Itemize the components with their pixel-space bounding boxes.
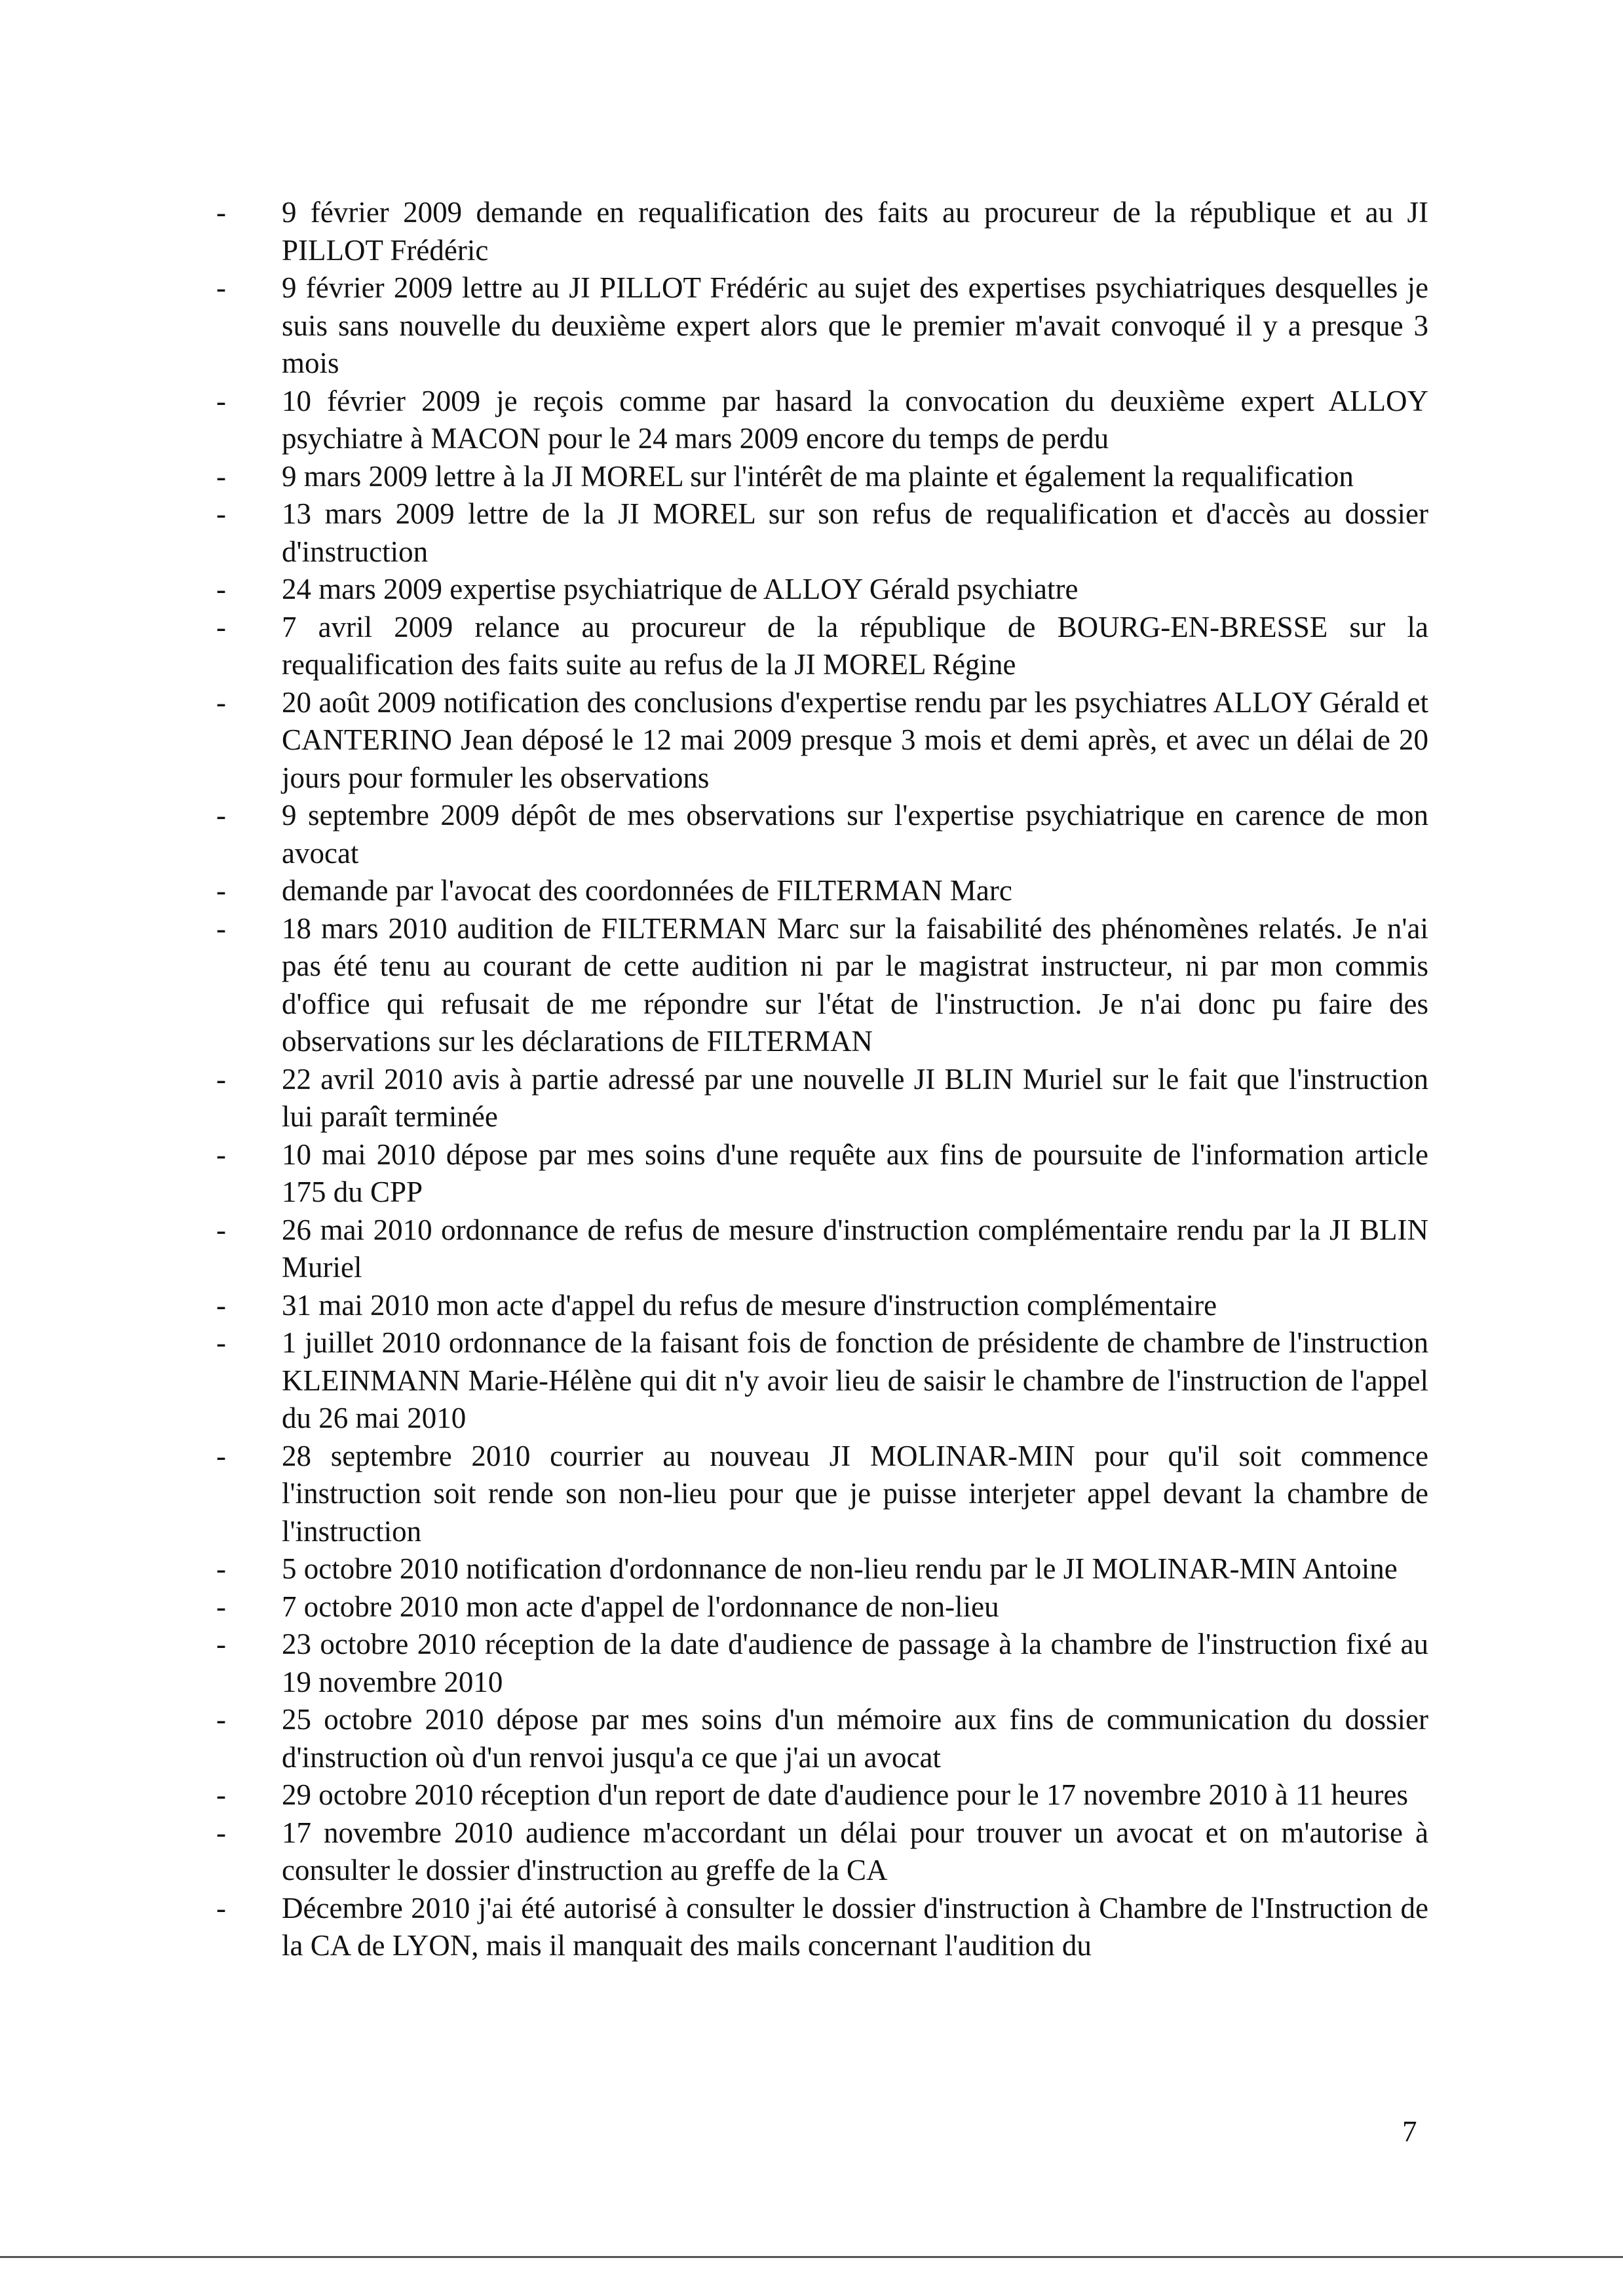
list-item: [216, 383, 1428, 458]
entry-text: 28 septembre 2010 courrier au nouveau JI MOLINAR-MIN pour qu'il soit commence l'instruction soit rende son non-lieu pour que je puisse interjeter appel devant la chambre de l'instruction: [282, 1439, 1428, 1548]
list-item: [216, 495, 1428, 571]
bullet-dash: -: [216, 1326, 226, 1359]
entry-text: 18 mars 2010 audition de FILTERMAN Marc sur la faisabilité des phénomènes relatés. Je n'ai pas été tenu au courant de cette audition ni par le magistrat instructeur, ni par mon commis d'office qui refusait de me répondre sur l'état de l'instruction. Je n'ai donc pu faire des observations sur les déclarations de FILTERMAN: [282, 911, 1428, 1058]
list-item: [216, 269, 1428, 383]
bullet-dash: -: [216, 1628, 226, 1660]
list-item: [216, 609, 1428, 684]
bullet-dash: -: [216, 1590, 226, 1623]
list-item: [216, 1776, 1428, 1814]
entry-text: 10 mai 2010 dépose par mes soins d'une requête aux fins de poursuite de l'information article 175 du CPP: [282, 1138, 1428, 1208]
entry-text: 17 novembre 2010 audience m'accordant un délai pour trouver un avocat et on m'autorise à consulter le dossier d'instruction au greffe de la CA: [282, 1816, 1428, 1886]
entry-text: 9 septembre 2009 dépôt de mes observations sur l'expertise psychiatrique en carence de mon avocat: [282, 799, 1428, 870]
bullet-dash: -: [216, 1891, 226, 1924]
list-item: [216, 684, 1428, 797]
bullet-dash: -: [216, 1778, 226, 1811]
entry-text: 7 avril 2009 relance au procureur de la république de BOURG-EN-BRESSE sur la requalification des faits suite au refus de la JI MOREL Régine: [282, 610, 1428, 681]
list-item: [216, 458, 1428, 496]
entry-text: 13 mars 2009 lettre de la JI MOREL sur son refus de requalification et d'accès au dossier d'instruction: [282, 497, 1428, 568]
bullet-dash: -: [216, 799, 226, 832]
list-item: [216, 1626, 1428, 1701]
entry-text: 25 octobre 2010 dépose par mes soins d'un mémoire aux fins de communication du dossier d'instruction où d'un renvoi jusqu'a ce que j'ai un avocat: [282, 1703, 1428, 1774]
entry-text: 29 octobre 2010 réception d'un report de date d'audience pour le 17 novembre 2010 à 11 heures: [282, 1778, 1408, 1811]
list-item: [216, 1136, 1428, 1212]
list-item: [216, 1287, 1428, 1325]
bullet-dash: -: [216, 1703, 226, 1736]
bullet-dash: -: [216, 610, 226, 643]
bullet-dash: -: [216, 911, 226, 945]
bullet-dash: -: [216, 1816, 226, 1849]
entry-text: 24 mars 2009 expertise psychiatrique de ALLOY Gérald psychiatre: [282, 573, 1079, 605]
list-item: [216, 1550, 1428, 1588]
list-item: [216, 1814, 1428, 1890]
bullet-dash: -: [216, 497, 226, 530]
bullet-dash: -: [216, 1138, 226, 1171]
entry-text: 9 mars 2009 lettre à la JI MOREL sur l'intérêt de ma plainte et également la requalification: [282, 459, 1354, 493]
entry-text: 26 mai 2010 ordonnance de refus de mesure d'instruction complémentaire rendu par la JI BLIN Muriel: [282, 1213, 1428, 1284]
entry-text: demande par l'avocat des coordonnées de FILTERMAN Marc: [282, 874, 1012, 907]
bullet-dash: -: [216, 685, 226, 719]
entry-text: 22 avril 2010 avis à partie adressé par une nouvelle JI BLIN Muriel sur le fait que l'instruction lui paraît terminée: [282, 1062, 1428, 1133]
bullet-dash: -: [216, 573, 226, 605]
chronology-list: [216, 194, 1428, 1965]
bullet-dash: -: [216, 271, 226, 304]
bullet-dash: -: [216, 459, 226, 493]
entry-text: 20 août 2009 notification des conclusions d'expertise rendu par les psychiatres ALLOY Gérald et CANTERINO Jean déposé le 12 mai 2009 presque 3 mois et demi après, et avec un délai de 20 jours pour formuler les observations: [282, 685, 1428, 794]
bullet-dash: -: [216, 196, 226, 229]
list-item: [216, 1588, 1428, 1626]
list-item: [216, 1438, 1428, 1551]
entry-text: Décembre 2010 j'ai été autorisé à consulter le dossier d'instruction à Chambre de l'Instruction de la CA de LYON, mais il manquait des mails concernant l'audition du: [282, 1891, 1428, 1962]
entry-text: 9 février 2009 lettre au JI PILLOT Frédéric au sujet des expertises psychiatriques desquelles je suis sans nouvelle du deuxième expert alors que le premier m'avait convoqué il y a presque 3 mois: [282, 271, 1428, 379]
bullet-dash: -: [216, 1439, 226, 1472]
page-number: 7: [1402, 2115, 1417, 2148]
list-item: [216, 1061, 1428, 1136]
list-item: [216, 872, 1428, 910]
bullet-dash: -: [216, 1552, 226, 1585]
entry-text: 23 octobre 2010 réception de la date d'audience de passage à la chambre de l'instruction fixé au 19 novembre 2010: [282, 1628, 1428, 1698]
list-item: [216, 1212, 1428, 1287]
entry-text: 31 mai 2010 mon acte d'appel du refus de mesure d'instruction complémentaire: [282, 1288, 1217, 1322]
list-item: [216, 910, 1428, 1061]
list-item: [216, 1890, 1428, 1965]
entry-text: 9 février 2009 demande en requalification des faits au procureur de la république et au JI PILLOT Frédéric: [282, 196, 1428, 267]
bullet-dash: -: [216, 1062, 226, 1096]
entry-text: 1 juillet 2010 ordonnance de la faisant fois de fonction de présidente de chambre de l'instruction KLEINMANN Marie-Hélène qui dit n'y avoir lieu de saisir le chambre de l'instruction de l'appel du 26 mai 2010: [282, 1326, 1428, 1434]
bullet-dash: -: [216, 384, 226, 417]
list-item: [216, 571, 1428, 609]
list-item: [216, 1701, 1428, 1776]
list-item: [216, 797, 1428, 872]
bullet-dash: -: [216, 1288, 226, 1322]
bullet-dash: -: [216, 1213, 226, 1246]
list-item: [216, 194, 1428, 269]
scan-edge-line: [0, 2256, 1623, 2258]
list-item: [216, 1324, 1428, 1438]
entry-text: 5 octobre 2010 notification d'ordonnance de non-lieu rendu par le JI MOLINAR-MIN Antoine: [282, 1552, 1398, 1585]
entry-text: 7 octobre 2010 mon acte d'appel de l'ordonnance de non-lieu: [282, 1590, 999, 1623]
bullet-dash: -: [216, 874, 226, 907]
entry-text: 10 février 2009 je reçois comme par hasard la convocation du deuxième expert ALLOY psychiatre à MACON pour le 24 mars 2009 encore du temps de perdu: [282, 384, 1428, 455]
